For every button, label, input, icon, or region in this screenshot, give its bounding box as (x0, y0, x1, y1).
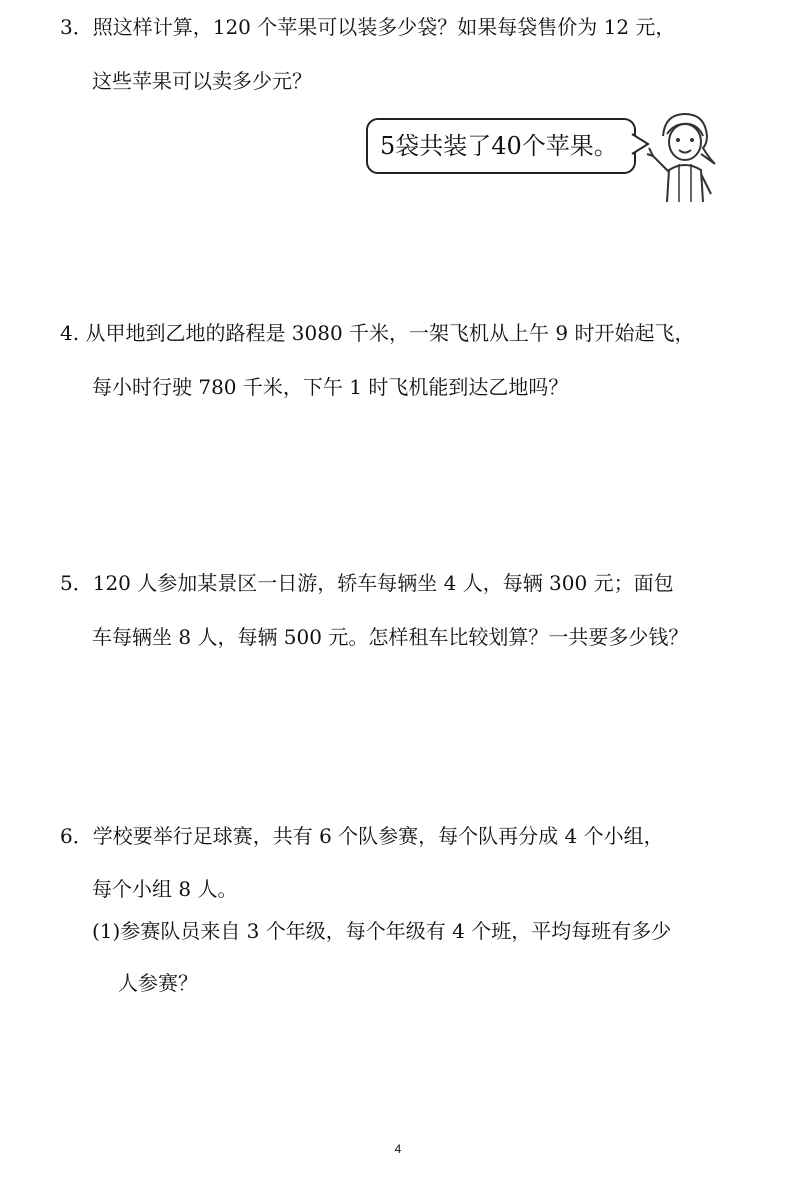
question-4-line-1: 4. 从甲地到乙地的路程是 3080 千米，一架飞机从上午 9 时开始起飞， (60, 321, 695, 345)
question-5-line-2: 车每辆坐 8 人，每辆 500 元。怎样租车比较划算？一共要多少钱？ (92, 625, 689, 649)
question-6-line-2: 每个小组 8 人。 (92, 877, 238, 901)
question-3-line-2: 这些苹果可以卖多少元？ (92, 69, 312, 93)
speech-bubble (366, 118, 636, 174)
question-5-line-1: 5．120 人参加某景区一日游，轿车每辆坐 4 人，每辆 300 元；面包 (60, 571, 674, 595)
question-3-line-1: 3．照这样计算，120 个苹果可以装多少袋？如果每袋售价为 12 元， (60, 15, 676, 39)
question-6-line-1: 6．学校要举行足球赛，共有 6 个队参赛，每个队再分成 4 个小组， (60, 824, 664, 848)
question-6-sub-1-line-2: 人参赛？ (118, 971, 198, 995)
speech-bubble-text: 5袋共装了40个苹果。 (380, 132, 618, 160)
page-number: 4 (394, 1142, 402, 1156)
question-4-line-2: 每小时行驶 780 千米，下午 1 时飞机能到达乙地吗？ (92, 375, 569, 399)
question-6-sub-1-line-1: (1)参赛队员来自 3 个年级，每个年级有 4 个班，平均每班有多少 (92, 919, 672, 943)
girl-illustration (645, 108, 725, 204)
